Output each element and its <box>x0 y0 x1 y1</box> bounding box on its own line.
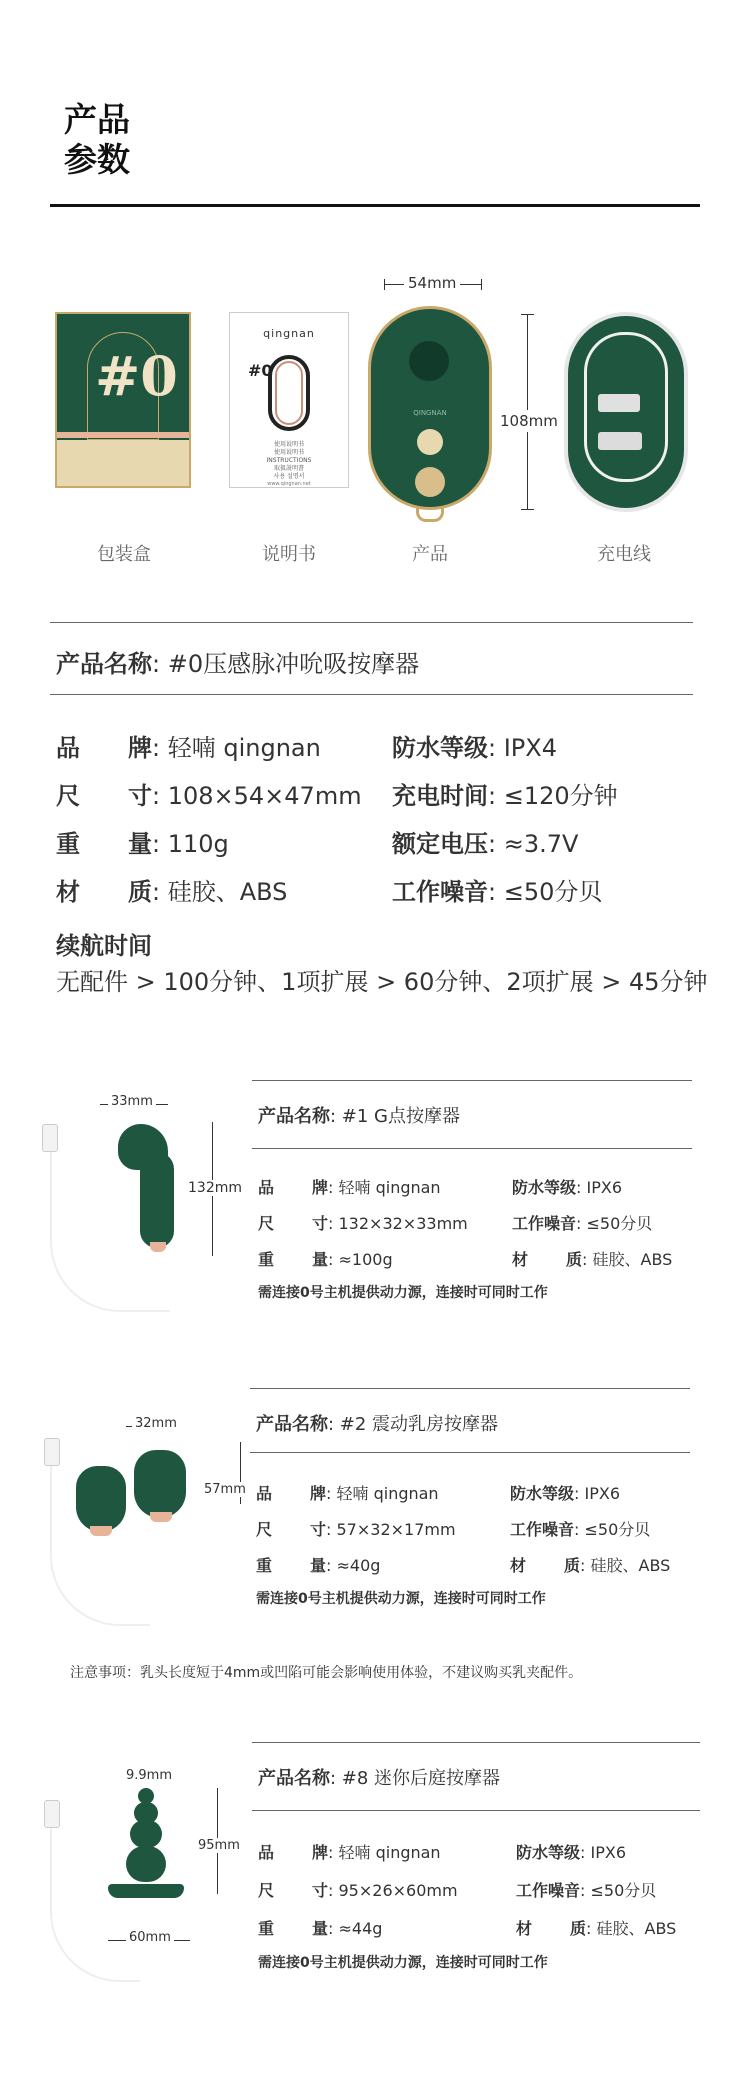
name-value: #8 迷你后庭按摩器 <box>341 1768 501 1789</box>
spec-value: ≤50分贝 <box>584 1520 651 1539</box>
acc1-dim-height: 132mm <box>188 1180 242 1196</box>
manual-image <box>229 312 349 488</box>
caption-cable: 充电线 <box>597 544 651 565</box>
acc2-dim-height: 57mm <box>204 1482 246 1497</box>
spec-label: 材 <box>516 1919 533 1938</box>
divider <box>250 1452 690 1453</box>
spec-value: 110g <box>167 830 229 858</box>
spec-label: 尺 <box>258 1881 275 1900</box>
endurance-text: 无配件 > 100分钟、1项扩展 > 60分钟、2项扩展 > 45分钟 <box>56 968 708 996</box>
acc1-dim-width: 33mm <box>108 1094 156 1109</box>
spec-value: 轻喃 qingnan <box>167 734 321 762</box>
spec-value: 轻喃 qingnan <box>338 1843 441 1862</box>
spec-label: 量 <box>312 1919 329 1938</box>
acc1-specs: 品 牌: 轻喃 qingnan 防水等级: IPX6 尺 寸: 132×32×33mm 工作噪音: ≤50分贝 重 量: ≈100g 材 质: 硅胶、ABS <box>258 1170 698 1278</box>
spec-label: 牌 <box>312 1178 329 1197</box>
acc2-name: 产品名称: #2 震动乳房按摩器 <box>256 1414 499 1435</box>
package-box-image <box>55 312 191 488</box>
page-title-line2: 参数 <box>64 140 130 179</box>
spec-value: 硅胶、ABS <box>167 878 288 906</box>
acc3-specs: 品 牌: 轻喃 qingnan 防水等级: IPX6 尺 寸: 95×26×60mm 工作噪音: ≤50分贝 重 量: ≈44g 材 质: 硅胶、ABS <box>258 1834 708 1948</box>
acc1-name: 产品名称: #1 G点按摩器 <box>258 1106 461 1127</box>
spec-label: 牌 <box>128 734 152 762</box>
spec-value: ≈44g <box>338 1919 383 1938</box>
spec-label: 寸 <box>310 1520 327 1539</box>
caption-manual: 说明书 <box>262 544 316 565</box>
spec-label: 防水等级 <box>516 1843 581 1862</box>
divider <box>252 1148 692 1149</box>
spec-value: 132×32×33mm <box>338 1214 468 1233</box>
acc1-cable <box>50 1142 170 1312</box>
spec-label: 品 <box>258 1843 275 1862</box>
spec-value: ≤50分贝 <box>590 1881 657 1900</box>
spec-value: IPX6 <box>590 1843 627 1862</box>
spec-label: 工作噪音 <box>516 1881 581 1900</box>
name-label: 产品名称 <box>258 1106 330 1127</box>
spec-label: 质 <box>566 1250 583 1269</box>
dim-label-width: 54mm <box>404 274 460 292</box>
page-title-line1: 产品 <box>64 100 130 139</box>
acc3-name: 产品名称: #8 迷你后庭按摩器 <box>258 1768 501 1789</box>
acc2-note: 需连接0号主机提供动力源，连接时可同时工作 <box>256 1591 546 1607</box>
spec-label: 品 <box>256 1484 273 1503</box>
spec-label: 牌 <box>310 1484 327 1503</box>
acc3-cable <box>50 1818 140 1982</box>
name-value: #1 G点按摩器 <box>341 1106 461 1127</box>
spec-value: IPX6 <box>586 1178 623 1197</box>
spec-label: 材 <box>512 1250 529 1269</box>
acc3-dim-height: 95mm <box>198 1838 240 1853</box>
endurance-title: 续航时间 <box>56 932 152 960</box>
name-value: #2 震动乳房按摩器 <box>339 1414 499 1435</box>
spec-label: 材 <box>56 878 80 906</box>
manual-number-text: #0 <box>248 361 273 380</box>
manual-url: www.qingnan.net <box>267 481 311 487</box>
manual-line: INSTRUCTIONS <box>266 457 312 464</box>
spec-value: ≈3.7V <box>503 830 579 858</box>
spec-label: 防水等级 <box>510 1484 575 1503</box>
name-label: 产品名称 <box>56 650 152 678</box>
acc2-cable <box>50 1462 150 1626</box>
manual-brand-text: qingnan <box>263 327 315 340</box>
spec-label: 防水等级 <box>512 1178 577 1197</box>
acc2-specs: 品 牌: 轻喃 qingnan 防水等级: IPX6 尺 寸: 57×32×17mm 工作噪音: ≤50分贝 重 量: ≈40g 材 质: 硅胶、ABS <box>256 1476 696 1584</box>
acc3-dim-top: 9.9mm <box>126 1768 173 1783</box>
spec-label: 质 <box>564 1556 581 1575</box>
spec-label: 寸 <box>312 1881 329 1900</box>
name-label: 产品名称 <box>258 1768 330 1789</box>
box-number-text: #0 <box>95 344 178 408</box>
spec-label: 牌 <box>312 1843 329 1862</box>
divider <box>250 1388 690 1389</box>
spec-label: 重 <box>258 1919 275 1938</box>
spec-value: 硅胶、ABS <box>590 1556 671 1575</box>
spec-label: 工作噪音 <box>512 1214 577 1233</box>
spec-value: 轻喃 qingnan <box>338 1178 441 1197</box>
spec-label: 工作噪音 <box>510 1520 575 1539</box>
spec-label: 材 <box>510 1556 527 1575</box>
spec-label: 额定电压 <box>392 830 488 858</box>
divider <box>252 1742 700 1743</box>
spec-label: 量 <box>128 830 152 858</box>
manual-line: 取扱説明書 <box>273 465 304 472</box>
dim-label-height: 108mm <box>500 412 558 430</box>
spec-label: 重 <box>56 830 80 858</box>
header-divider <box>50 204 700 207</box>
spec-label: 充电时间 <box>392 782 488 810</box>
spec-label: 重 <box>258 1250 275 1269</box>
spec-value: ≈100g <box>338 1250 393 1269</box>
spec-label: 寸 <box>312 1214 329 1233</box>
acc3-dim-width: 60mm <box>126 1930 174 1945</box>
spec-value: 硅胶、ABS <box>592 1250 673 1269</box>
spec-label: 尺 <box>56 782 80 810</box>
divider <box>252 1080 692 1081</box>
spec-label: 尺 <box>256 1520 273 1539</box>
spec-label: 寸 <box>128 782 152 810</box>
spec-label: 重 <box>256 1556 273 1575</box>
manual-line: 使用说明书 <box>273 441 304 448</box>
spec-label: 量 <box>312 1250 329 1269</box>
spec-value: 轻喃 qingnan <box>336 1484 439 1503</box>
spec-label: 质 <box>128 878 152 906</box>
charging-cable-image <box>564 312 688 512</box>
main-product-image <box>368 306 492 510</box>
caption-box: 包装盒 <box>97 544 151 565</box>
product-brand-text: QINGNAN <box>413 409 447 417</box>
caution-text: 注意事项：乳头长度短于4mm或凹陷可能会影响使用体验，不建议购买乳夹配件。 <box>70 1665 583 1681</box>
spec-value: ≤120分钟 <box>503 782 618 810</box>
spec-label: 品 <box>258 1178 275 1197</box>
manual-line: 使用说明书 <box>273 449 304 456</box>
divider <box>252 1810 700 1811</box>
name-label: 产品名称 <box>256 1414 328 1435</box>
acc3-note: 需连接0号主机提供动力源，连接时可同时工作 <box>258 1955 548 1971</box>
spec-value: ≈40g <box>336 1556 381 1575</box>
spec-value: IPX6 <box>584 1484 621 1503</box>
manual-line: 사용 설명서 <box>273 473 305 480</box>
acc2-dim-width: 32mm <box>132 1416 180 1431</box>
spec-label: 工作噪音 <box>392 878 488 906</box>
acc1-note: 需连接0号主机提供动力源，连接时可同时工作 <box>258 1285 548 1301</box>
main-product-name: 产品名称: #0压感脉冲吮吸按摩器 <box>56 650 420 678</box>
spec-label: 品 <box>56 734 80 762</box>
spec-label: 防水等级 <box>392 734 488 762</box>
spec-value: ≤50分贝 <box>586 1214 653 1233</box>
spec-value: 108×54×47mm <box>167 782 362 810</box>
main-specs: 品 牌: 轻喃 qingnan 防水等级: IPX4 尺 寸: 108×54×47mm 充电时间: ≤120分钟 重 量: 110g 额定电压: ≈3.7V 材 质: 硅胶、ABS 工作噪音: ≤50分贝 <box>56 724 706 916</box>
spec-value: IPX4 <box>503 734 557 762</box>
divider <box>50 694 693 695</box>
spec-label: 质 <box>570 1919 587 1938</box>
spec-value: ≤50分贝 <box>503 878 603 906</box>
spec-value: 硅胶、ABS <box>596 1919 677 1938</box>
spec-label: 尺 <box>258 1214 275 1233</box>
divider <box>50 622 693 623</box>
spec-label: 量 <box>310 1556 327 1575</box>
caption-product: 产品 <box>412 544 448 565</box>
spec-value: 57×32×17mm <box>336 1520 456 1539</box>
spec-value: 95×26×60mm <box>338 1881 458 1900</box>
name-value: #0压感脉冲吮吸按摩器 <box>167 650 420 678</box>
